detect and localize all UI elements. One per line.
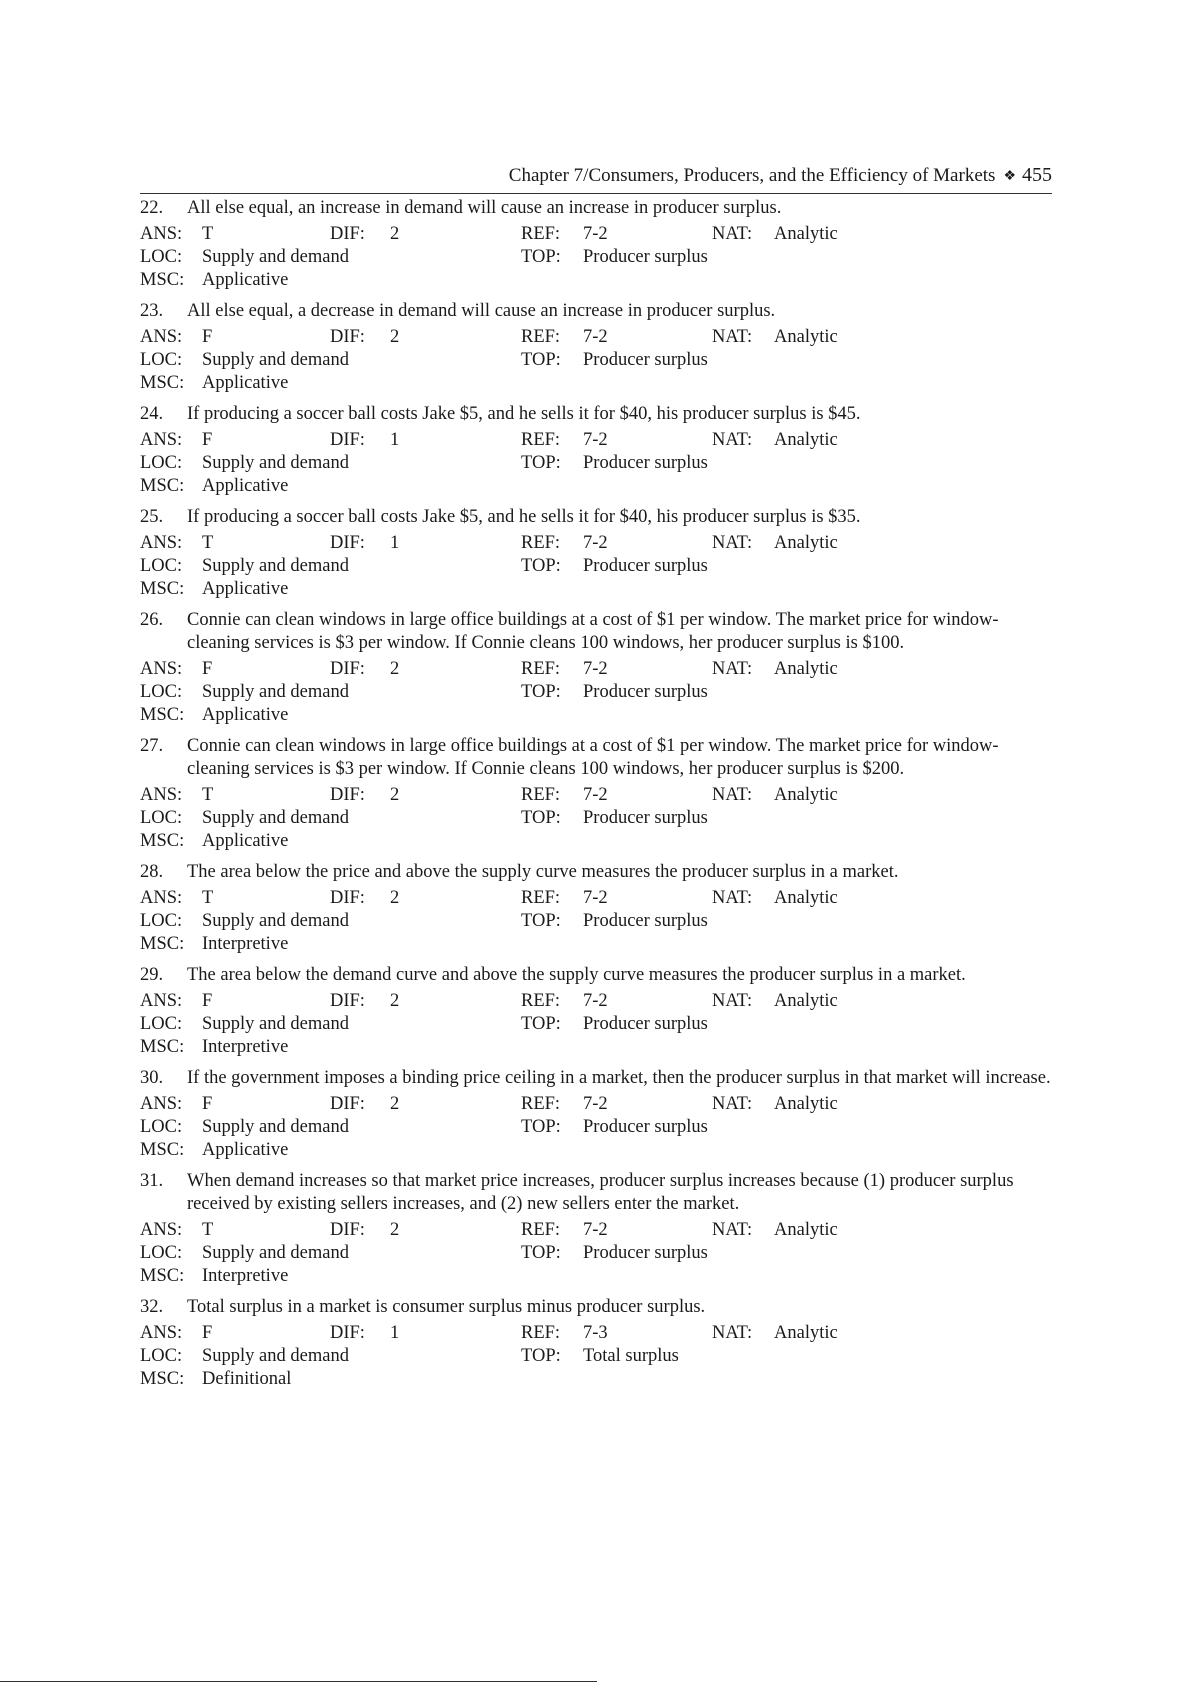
ans-label: ANS: (140, 1094, 183, 1114)
nat-value: Analytic (774, 430, 838, 450)
msc-row (140, 1139, 1060, 1162)
ref-label: REF: (521, 533, 561, 553)
msc-row (140, 475, 1060, 498)
top-label: TOP: (521, 1117, 561, 1137)
nat-label: NAT: (712, 1220, 753, 1240)
question-item (140, 197, 1060, 292)
question-text: If producing a soccer ball costs Jake $5, and he sells it for $40, his producer surplus is $35. (187, 507, 861, 527)
nat-label: NAT: (712, 1094, 753, 1114)
ans-value: T (202, 224, 214, 244)
loc-label: LOC: (140, 1346, 183, 1366)
ans-label: ANS: (140, 327, 183, 347)
nat-label: NAT: (712, 785, 753, 805)
ref-value: 7-2 (583, 659, 608, 679)
question-item (140, 506, 1060, 601)
loc-value: Supply and demand (202, 682, 349, 702)
dif-label: DIF: (330, 1323, 365, 1343)
ans-label: ANS: (140, 224, 183, 244)
nat-value: Analytic (774, 785, 838, 805)
dif-label: DIF: (330, 1220, 365, 1240)
question-stem (140, 964, 1060, 987)
dif-label: DIF: (330, 991, 365, 1011)
ans-value: T (202, 785, 214, 805)
running-header (140, 163, 1052, 194)
header-text (509, 164, 1052, 187)
question-number: 32. (140, 1297, 164, 1317)
loc-label: LOC: (140, 1117, 183, 1137)
top-value: Total surplus (583, 1346, 679, 1366)
msc-label: MSC: (140, 270, 185, 290)
answer-row (140, 223, 1060, 246)
loc-label: LOC: (140, 911, 183, 931)
nat-label: NAT: (712, 1323, 753, 1343)
msc-row (140, 372, 1060, 395)
answer-row (140, 784, 1060, 807)
answer-row (140, 1093, 1060, 1116)
msc-value: Definitional (202, 1369, 292, 1389)
top-label: TOP: (521, 350, 561, 370)
top-value: Producer surplus (583, 453, 708, 473)
dif-label: DIF: (330, 888, 365, 908)
top-value: Producer surplus (583, 1117, 708, 1137)
loc-label: LOC: (140, 682, 183, 702)
question-stem (140, 1296, 1060, 1319)
dif-value: 2 (390, 888, 400, 908)
ref-value: 7-3 (583, 1323, 608, 1343)
question-number: 24. (140, 404, 164, 424)
ref-value: 7-2 (583, 888, 608, 908)
ref-value: 7-2 (583, 991, 608, 1011)
question-item (140, 735, 1060, 853)
nat-value: Analytic (774, 1220, 838, 1240)
question-item (140, 1296, 1060, 1391)
msc-value: Applicative (202, 476, 289, 496)
answer-row (140, 990, 1060, 1013)
ans-value: F (202, 991, 213, 1011)
top-label: TOP: (521, 1346, 561, 1366)
msc-value: Applicative (202, 1140, 289, 1160)
ref-value: 7-2 (583, 785, 608, 805)
ans-value: F (202, 1323, 213, 1343)
msc-row (140, 1368, 1060, 1391)
chapter-title: Chapter 7/Consumers, Producers, and the Efficiency of Markets (508, 165, 996, 186)
dif-label: DIF: (330, 327, 365, 347)
question-number: 28. (140, 862, 164, 882)
question-number: 30. (140, 1068, 164, 1088)
ans-label: ANS: (140, 888, 183, 908)
ans-value: F (202, 1094, 213, 1114)
dif-value: 2 (390, 1094, 400, 1114)
msc-value: Interpretive (202, 934, 289, 954)
ref-value: 7-2 (583, 430, 608, 450)
top-label: TOP: (521, 453, 561, 473)
question-text: The area below the price and above the supply curve measures the producer surplus in a market. (187, 862, 899, 882)
dif-value: 2 (390, 659, 400, 679)
msc-label: MSC: (140, 705, 185, 725)
dif-value: 2 (390, 224, 400, 244)
dif-label: DIF: (330, 430, 365, 450)
ref-label: REF: (521, 659, 561, 679)
top-label: TOP: (521, 1014, 561, 1034)
msc-label: MSC: (140, 1369, 185, 1389)
question-stem (140, 1067, 1060, 1090)
top-label: TOP: (521, 911, 561, 931)
loc-row (140, 1345, 1060, 1368)
ref-label: REF: (521, 327, 561, 347)
footer-rule (0, 1681, 597, 1682)
question-number: 27. (140, 736, 164, 756)
ans-value: T (202, 533, 214, 553)
msc-label: MSC: (140, 579, 185, 599)
loc-value: Supply and demand (202, 1117, 349, 1137)
loc-row (140, 349, 1060, 372)
ans-label: ANS: (140, 430, 183, 450)
ref-value: 7-2 (583, 1094, 608, 1114)
top-value: Producer surplus (583, 682, 708, 702)
nat-value: Analytic (774, 991, 838, 1011)
question-text: When demand increases so that market price increases, producer surplus increases because (1) producer surplus received by existing sellers increases, and (2) new sellers enter the market. (187, 1171, 1014, 1214)
nat-label: NAT: (712, 430, 753, 450)
question-text: Connie can clean windows in large office buildings at a cost of $1 per window. The market price for window-cleaning services is $3 per window. If Connie cleans 100 windows, her producer surplus is $200. (187, 736, 999, 779)
question-number: 29. (140, 965, 164, 985)
msc-row (140, 578, 1060, 601)
dif-label: DIF: (330, 1094, 365, 1114)
question-number: 31. (140, 1171, 164, 1191)
top-value: Producer surplus (583, 808, 708, 828)
msc-row (140, 704, 1060, 727)
dif-label: DIF: (330, 659, 365, 679)
loc-label: LOC: (140, 1014, 183, 1034)
question-item (140, 964, 1060, 1059)
loc-row (140, 1013, 1060, 1036)
msc-row (140, 1265, 1060, 1288)
loc-label: LOC: (140, 247, 183, 267)
ans-value: F (202, 430, 213, 450)
loc-value: Supply and demand (202, 247, 349, 267)
question-item (140, 403, 1060, 498)
top-label: TOP: (521, 247, 561, 267)
answer-row (140, 658, 1060, 681)
ref-label: REF: (521, 430, 561, 450)
top-value: Producer surplus (583, 350, 708, 370)
question-stem (140, 300, 1060, 323)
answer-row (140, 429, 1060, 452)
page-number: 455 (1022, 164, 1052, 186)
answer-row (140, 1219, 1060, 1242)
top-label: TOP: (521, 1243, 561, 1263)
diamond-icon: ❖ (1003, 169, 1016, 184)
nat-label: NAT: (712, 224, 753, 244)
loc-row (140, 1116, 1060, 1139)
ans-label: ANS: (140, 785, 183, 805)
ref-label: REF: (521, 888, 561, 908)
question-number: 23. (140, 301, 164, 321)
nat-value: Analytic (774, 659, 838, 679)
dif-value: 1 (390, 1323, 400, 1343)
msc-label: MSC: (140, 831, 185, 851)
question-stem (140, 403, 1060, 426)
top-value: Producer surplus (583, 247, 708, 267)
question-stem (140, 506, 1060, 529)
ref-value: 7-2 (583, 224, 608, 244)
question-text: The area below the demand curve and above the supply curve measures the producer surplus in a market. (187, 965, 966, 985)
ans-label: ANS: (140, 533, 183, 553)
ref-label: REF: (521, 224, 561, 244)
ref-label: REF: (521, 991, 561, 1011)
nat-value: Analytic (774, 1323, 838, 1343)
msc-value: Applicative (202, 705, 289, 725)
loc-value: Supply and demand (202, 1243, 349, 1263)
ans-label: ANS: (140, 991, 183, 1011)
ref-label: REF: (521, 1094, 561, 1114)
msc-label: MSC: (140, 1140, 185, 1160)
top-value: Producer surplus (583, 556, 708, 576)
question-item (140, 861, 1060, 956)
dif-label: DIF: (330, 785, 365, 805)
question-stem (140, 735, 1060, 781)
question-number: 22. (140, 198, 164, 218)
top-label: TOP: (521, 682, 561, 702)
ref-label: REF: (521, 1323, 561, 1343)
question-stem (140, 609, 1060, 655)
top-value: Producer surplus (583, 1243, 708, 1263)
loc-row (140, 807, 1060, 830)
question-stem (140, 861, 1060, 884)
msc-label: MSC: (140, 934, 185, 954)
dif-value: 2 (390, 991, 400, 1011)
msc-value: Applicative (202, 373, 289, 393)
ref-value: 7-2 (583, 327, 608, 347)
nat-label: NAT: (712, 888, 753, 908)
msc-value: Applicative (202, 579, 289, 599)
loc-row (140, 555, 1060, 578)
question-text: All else equal, a decrease in demand will cause an increase in producer surplus. (187, 301, 776, 321)
msc-value: Interpretive (202, 1037, 289, 1057)
ref-label: REF: (521, 785, 561, 805)
ans-label: ANS: (140, 659, 183, 679)
question-number: 25. (140, 507, 164, 527)
loc-row (140, 681, 1060, 704)
top-value: Producer surplus (583, 1014, 708, 1034)
loc-value: Supply and demand (202, 911, 349, 931)
dif-value: 2 (390, 785, 400, 805)
loc-value: Supply and demand (202, 350, 349, 370)
dif-label: DIF: (330, 224, 365, 244)
question-item (140, 1170, 1060, 1288)
question-text: Total surplus in a market is consumer surplus minus producer surplus. (187, 1297, 706, 1317)
ans-value: F (202, 659, 213, 679)
nat-label: NAT: (712, 327, 753, 347)
loc-label: LOC: (140, 808, 183, 828)
msc-label: MSC: (140, 1037, 185, 1057)
question-item (140, 609, 1060, 727)
msc-label: MSC: (140, 476, 185, 496)
top-label: TOP: (521, 556, 561, 576)
loc-row (140, 1242, 1060, 1265)
question-number: 26. (140, 610, 164, 630)
dif-value: 1 (390, 430, 400, 450)
dif-value: 2 (390, 1220, 400, 1240)
loc-value: Supply and demand (202, 556, 349, 576)
nat-value: Analytic (774, 1094, 838, 1114)
ref-value: 7-2 (583, 1220, 608, 1240)
msc-row (140, 269, 1060, 292)
ans-value: T (202, 888, 214, 908)
loc-label: LOC: (140, 556, 183, 576)
loc-row (140, 246, 1060, 269)
answer-row (140, 326, 1060, 349)
question-text: If the government imposes a binding price ceiling in a market, then the producer surplus in that market will increase. (187, 1068, 1051, 1088)
answer-row (140, 532, 1060, 555)
top-value: Producer surplus (583, 911, 708, 931)
loc-label: LOC: (140, 1243, 183, 1263)
ref-value: 7-2 (583, 533, 608, 553)
msc-value: Interpretive (202, 1266, 289, 1286)
ans-value: F (202, 327, 213, 347)
question-text: All else equal, an increase in demand will cause an increase in producer surplus. (187, 198, 782, 218)
nat-label: NAT: (712, 991, 753, 1011)
question-list (140, 197, 1060, 1399)
msc-label: MSC: (140, 1266, 185, 1286)
msc-row (140, 1036, 1060, 1059)
msc-label: MSC: (140, 373, 185, 393)
dif-value: 2 (390, 327, 400, 347)
loc-value: Supply and demand (202, 808, 349, 828)
nat-value: Analytic (774, 533, 838, 553)
nat-value: Analytic (774, 327, 838, 347)
loc-value: Supply and demand (202, 1014, 349, 1034)
loc-label: LOC: (140, 453, 183, 473)
question-text: If producing a soccer ball costs Jake $5, and he sells it for $40, his producer surplus is $45. (187, 404, 861, 424)
loc-row (140, 910, 1060, 933)
answer-row (140, 887, 1060, 910)
top-label: TOP: (521, 808, 561, 828)
nat-value: Analytic (774, 888, 838, 908)
nat-label: NAT: (712, 659, 753, 679)
answer-row (140, 1322, 1060, 1345)
msc-row (140, 933, 1060, 956)
ans-label: ANS: (140, 1323, 183, 1343)
question-stem (140, 1170, 1060, 1216)
question-item (140, 1067, 1060, 1162)
dif-value: 1 (390, 533, 400, 553)
ans-label: ANS: (140, 1220, 183, 1240)
loc-value: Supply and demand (202, 1346, 349, 1366)
msc-value: Applicative (202, 270, 289, 290)
msc-row (140, 830, 1060, 853)
dif-label: DIF: (330, 533, 365, 553)
nat-label: NAT: (712, 533, 753, 553)
question-item (140, 300, 1060, 395)
question-text: Connie can clean windows in large office buildings at a cost of $1 per window. The market price for window-cleaning services is $3 per window. If Connie cleans 100 windows, her producer surplus is $100. (187, 610, 999, 653)
ans-value: T (202, 1220, 214, 1240)
ref-label: REF: (521, 1220, 561, 1240)
nat-value: Analytic (774, 224, 838, 244)
msc-value: Applicative (202, 831, 289, 851)
loc-row (140, 452, 1060, 475)
question-stem (140, 197, 1060, 220)
loc-label: LOC: (140, 350, 183, 370)
loc-value: Supply and demand (202, 453, 349, 473)
